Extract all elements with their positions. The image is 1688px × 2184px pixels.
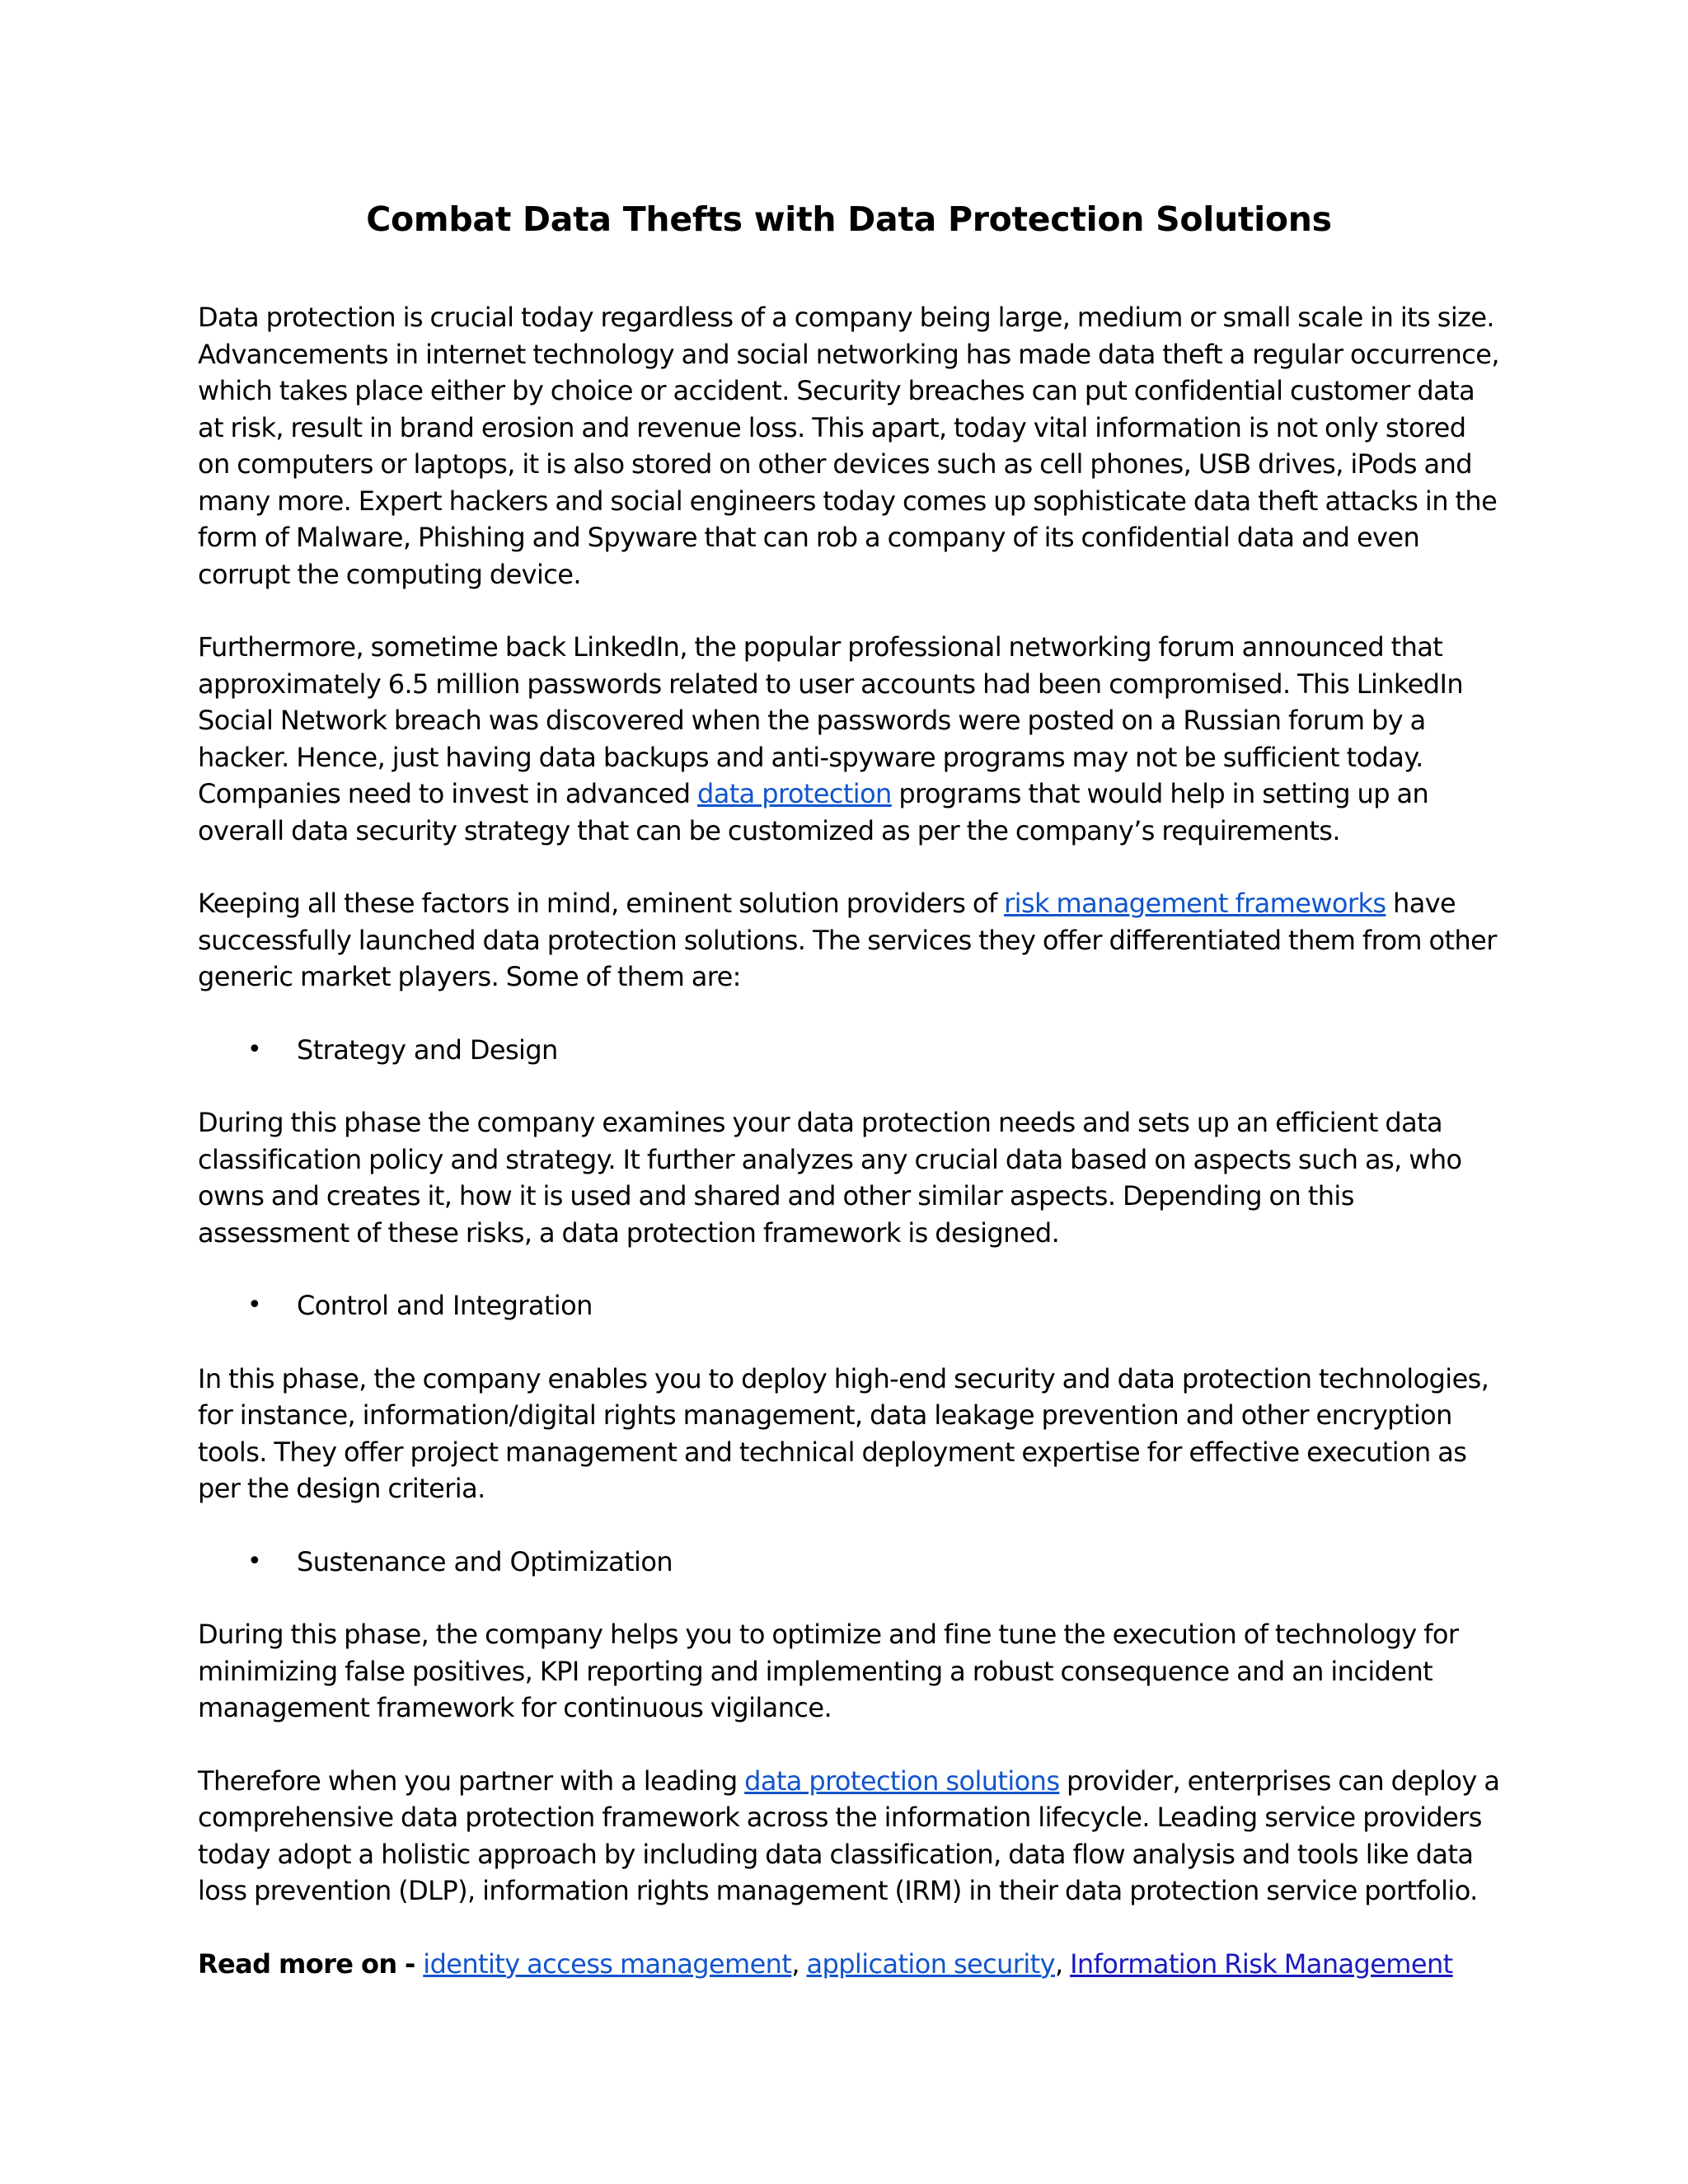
paragraph-providers-text-end: have successfully launched data protection solutions. The services they offer differentiated them from other generic market players. Some of them are: [198,888,1497,992]
paragraph-control: In this phase, the company enables you to deploy high-end security and data protection technologies, for instance, information/digital rights management, data leakage prevention and other encryption tools. They offer project management and technical deployment expertise for effective execution as per the design criteria. [198,1362,1489,1504]
read-more-line [198,1946,1500,1983]
data-protection-link[interactable]: data protection [697,778,892,809]
document-page [198,185,1500,2018]
read-more-separator: , [1054,1947,1071,1980]
data-protection-solutions-link[interactable]: data protection solutions [744,1765,1060,1797]
information-risk-management-link[interactable]: Information Risk Management [1070,1947,1453,1980]
paragraph-sustenance: During this phase, the company helps you to optimize and fine tune the execution of technology for minimizing false positives, KPI reporting and implementing a robust consequence and an incident management framework for continuous vigilance. [198,1619,1459,1723]
bullet-list-strategy [198,1032,1500,1069]
list-item-label: Strategy and Design [297,1033,558,1066]
list-item [198,1544,1500,1581]
application-security-link[interactable]: application security [806,1947,1055,1980]
bullet-icon: • [247,1034,262,1064]
bullet-list-sustenance [198,1544,1500,1581]
paragraph-strategy: During this phase the company examines your data protection needs and sets up an efficient data classification policy and strategy. It further analyzes any crucial data based on aspects such as, who owns and creates it, how it is used and shared and other similar aspects. Depending on this assessment of these risks, a data protection framework is designed. [198,1107,1462,1249]
paragraph-conclusion-text-end: provider, enterprises can deploy a comprehensive data protection framework across the information lifecycle. Leading service providers today adopt a holistic approach by including data classification, data flow analysis and tools like data loss prevention (DLP), information rights management (IRM) in their data protection service portfolio. [198,1765,1500,1906]
read-more-label: Read more on - [198,1947,424,1980]
identity-access-management-link[interactable]: identity access management [423,1947,792,1980]
paragraph-conclusion [198,1763,1500,1910]
paragraph-providers [198,885,1500,996]
paragraph-linkedin-text-end: programs that would help in setting up an overall data security strategy that can be customized as per the company’s requirements. [198,778,1429,846]
paragraph-linkedin [198,629,1500,849]
paragraph-intro: Data protection is crucial today regardless of a company being large, medium or small scale in its size. Advancements in internet technology and social networking has made data theft a regular occurrence, which takes place either by choice or accident. Security breaches can put confidential customer data at risk, result in brand erosion and revenue loss. This apart, today vital information is not only stored on computers or laptops, it is also stored on other devices such as cell phones, USB drives, iPods and many more. Expert hackers and social engineers today comes up sophisticate data theft attacks in the form of Malware, Phishing and Spyware that can rob a company of its confidential data and even corrupt the computing device. [198,302,1499,590]
list-item [198,1032,1500,1069]
bullet-icon: • [247,1291,262,1319]
list-item-label: Sustenance and Optimization [297,1545,673,1577]
read-more-separator: , [791,1947,807,1980]
paragraph-conclusion-text: Therefore when you partner with a leading [198,1765,745,1797]
page-title: Combat Data Thefts with Data Protection Solutions [366,199,1332,239]
list-item-label: Control and Integration [297,1290,593,1321]
list-item [198,1287,1500,1324]
risk-management-frameworks-link[interactable]: risk management frameworks [1004,888,1386,919]
bullet-list-control [198,1287,1500,1324]
paragraph-linkedin-text: Furthermore, sometime back LinkedIn, the popular professional networking forum announced that approximately 6.5 million passwords related to user accounts had been compromised. This LinkedIn Social Network breach was discovered when the passwords were posted on a Russian forum by a hacker. Hence, just having data backups and anti-spyware programs may not be sufficient today. Companies need to invest in advanced [198,631,1464,809]
paragraph-providers-text: Keeping all these factors in mind, eminent solution providers of [198,888,1005,919]
bullet-icon: • [247,1546,262,1576]
